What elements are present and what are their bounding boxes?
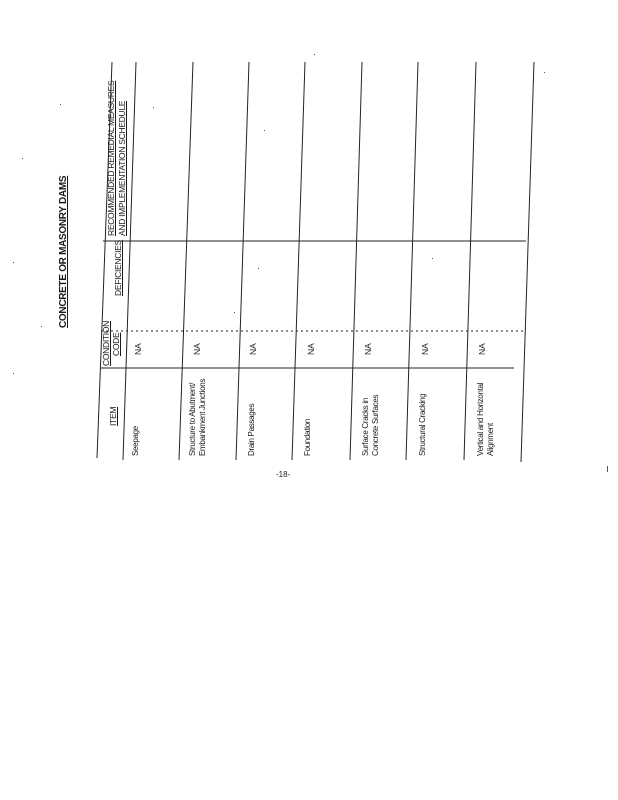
scan-speck	[41, 326, 42, 327]
column-header-remedial-line2: AND IMPLEMENTATION SCHEDULE	[117, 100, 127, 236]
row-code-abutment: NA	[192, 343, 202, 355]
column-header-condition-code-line2: CODE	[111, 332, 121, 356]
page-number: -18-	[276, 470, 291, 479]
scan-speck	[22, 158, 23, 159]
column-header-remedial-line1: RECOMMENDED REMEDIAL MEASURES	[106, 80, 116, 236]
scan-speck	[314, 54, 315, 55]
row-item-drain-passages: Drain Passages	[247, 403, 256, 456]
page-title: CONCRETE OR MASONRY DAMS	[58, 175, 69, 328]
row-item-abutment-line2: Embankment Junctions	[198, 378, 207, 456]
row-item-surface-cracks-line2: Concrete Surfaces	[371, 394, 380, 456]
scan-speck	[234, 312, 235, 313]
scan-speck	[153, 107, 154, 108]
scan-speck	[607, 466, 608, 472]
row-code-seepage: NA	[133, 343, 143, 355]
row-code-alignment: NA	[477, 343, 487, 355]
row-item-foundation: Foundation	[303, 418, 312, 456]
row-item-structural-cracking: Structural Cracking	[418, 393, 427, 456]
row-code-surface-cracks: NA	[363, 343, 373, 355]
scan-speck	[13, 262, 14, 263]
column-header-item: ITEM	[108, 406, 118, 426]
row-code-drain-passages: NA	[248, 343, 258, 355]
scan-speck	[544, 72, 545, 73]
scan-speck	[13, 373, 14, 374]
scan-speck	[60, 104, 61, 105]
scan-speck	[432, 258, 433, 259]
row-code-structural-cracking: NA	[420, 343, 430, 355]
column-header-condition-code-line1: CONDITION	[101, 321, 111, 366]
row-item-alignment-line2: Alignment	[486, 423, 495, 456]
row-item-seepage: Seepage	[131, 426, 140, 456]
row-item-surface-cracks-line1: Surface Cracks in	[361, 397, 370, 456]
scan-speck	[258, 268, 259, 269]
row-code-foundation: NA	[306, 343, 316, 355]
row-item-abutment-line1: Structure to Abutment/	[188, 383, 197, 456]
row-item-alignment-line1: Vertical and Horizontal	[476, 382, 485, 456]
column-header-deficiencies: DEFICIENCIES	[113, 240, 123, 296]
scan-speck	[264, 130, 265, 131]
